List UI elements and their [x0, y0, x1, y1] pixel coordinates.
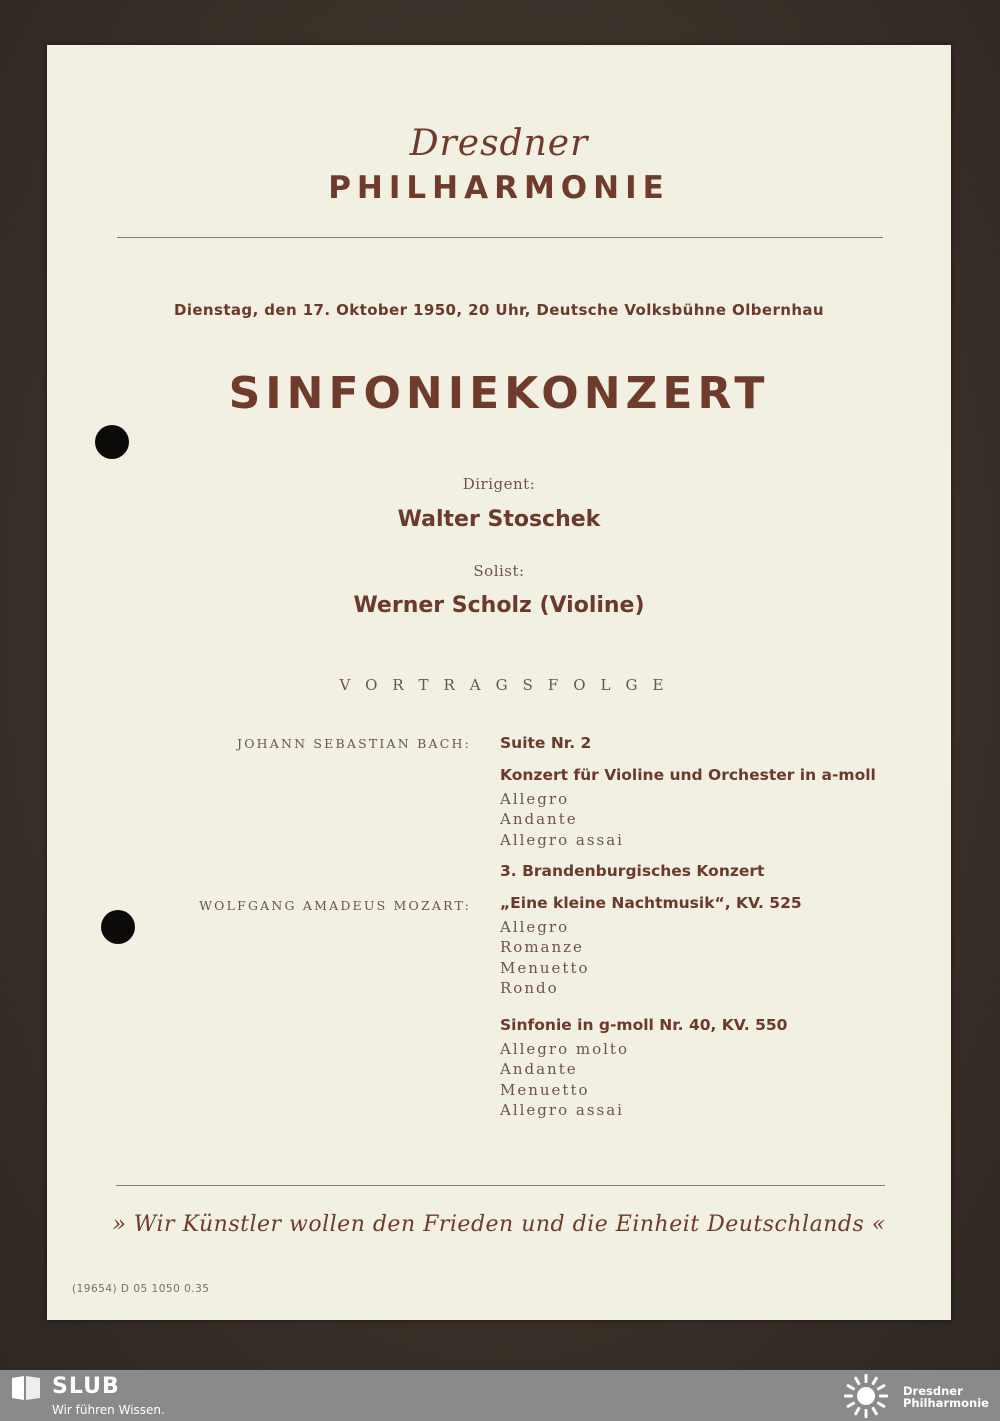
movement-item: Rondo	[500, 979, 559, 997]
conductor-label: Dirigent:	[462, 475, 536, 493]
movement-item: Romanze	[500, 938, 584, 956]
movement-item: Allegro molto	[500, 1040, 629, 1058]
punch-hole	[95, 425, 129, 459]
work-title: 3. Brandenburgisches Konzert	[500, 862, 765, 880]
composer-bach: JOHANN SEBASTIAN BACH:	[236, 736, 471, 751]
top-divider	[117, 237, 883, 238]
bottom-divider	[116, 1185, 885, 1186]
partner-name-line2: Philharmonie	[903, 1396, 989, 1410]
composer-mozart: WOLFGANG AMADEUS MOZART:	[199, 898, 471, 913]
movement-item: Andante	[500, 810, 578, 828]
footer-bar	[0, 1370, 1000, 1421]
brand-main-title: PHILHARMONIE	[328, 170, 670, 206]
slub-logo-icon	[10, 1374, 42, 1402]
soloist-name: Werner Scholz (Violine)	[353, 593, 645, 618]
movement-item: Andante	[500, 1060, 578, 1078]
partner-name-line1: Dresdner	[903, 1384, 963, 1398]
brand-script-title: Dresdner	[409, 123, 589, 164]
date-venue-line: Dienstag, den 17. Oktober 1950, 20 Uhr, Deutsche Volksbühne Olbernhau	[173, 301, 825, 319]
work-title: „Eine kleine Nachtmusik“, KV. 525	[500, 894, 802, 912]
work-title: Konzert für Violine und Orchester in a-moll	[500, 766, 876, 784]
conductor-name: Walter Stoschek	[397, 507, 601, 532]
movement-item: Allegro	[500, 790, 570, 808]
soloist-label: Solist:	[473, 562, 525, 580]
library-tagline: Wir führen Wissen.	[52, 1403, 165, 1417]
work-title: Suite Nr. 2	[500, 734, 592, 752]
movement-item: Allegro	[500, 918, 570, 936]
philharmonie-logo-icon	[842, 1372, 890, 1420]
punch-hole	[101, 910, 135, 944]
concert-title: SINFONIEKONZERT	[228, 368, 770, 419]
motto-line: » Wir Künstler wollen den Frieden und die Einheit Deutschlands «	[112, 1212, 886, 1237]
movement-item: Menuetto	[500, 959, 590, 977]
movement-item: Allegro assai	[500, 831, 624, 849]
program-heading: VORTRAGSFOLGE	[339, 676, 679, 694]
movement-item: Allegro assai	[500, 1101, 624, 1119]
partner-name[interactable]	[903, 1385, 989, 1409]
work-title: Sinfonie in g-moll Nr. 40, KV. 550	[500, 1016, 788, 1034]
concert-program-sheet	[47, 45, 951, 1320]
library-name[interactable]: SLUB	[52, 1374, 120, 1399]
movement-item: Menuetto	[500, 1081, 590, 1099]
print-code: (19654) D 05 1050 0.35	[72, 1283, 210, 1295]
